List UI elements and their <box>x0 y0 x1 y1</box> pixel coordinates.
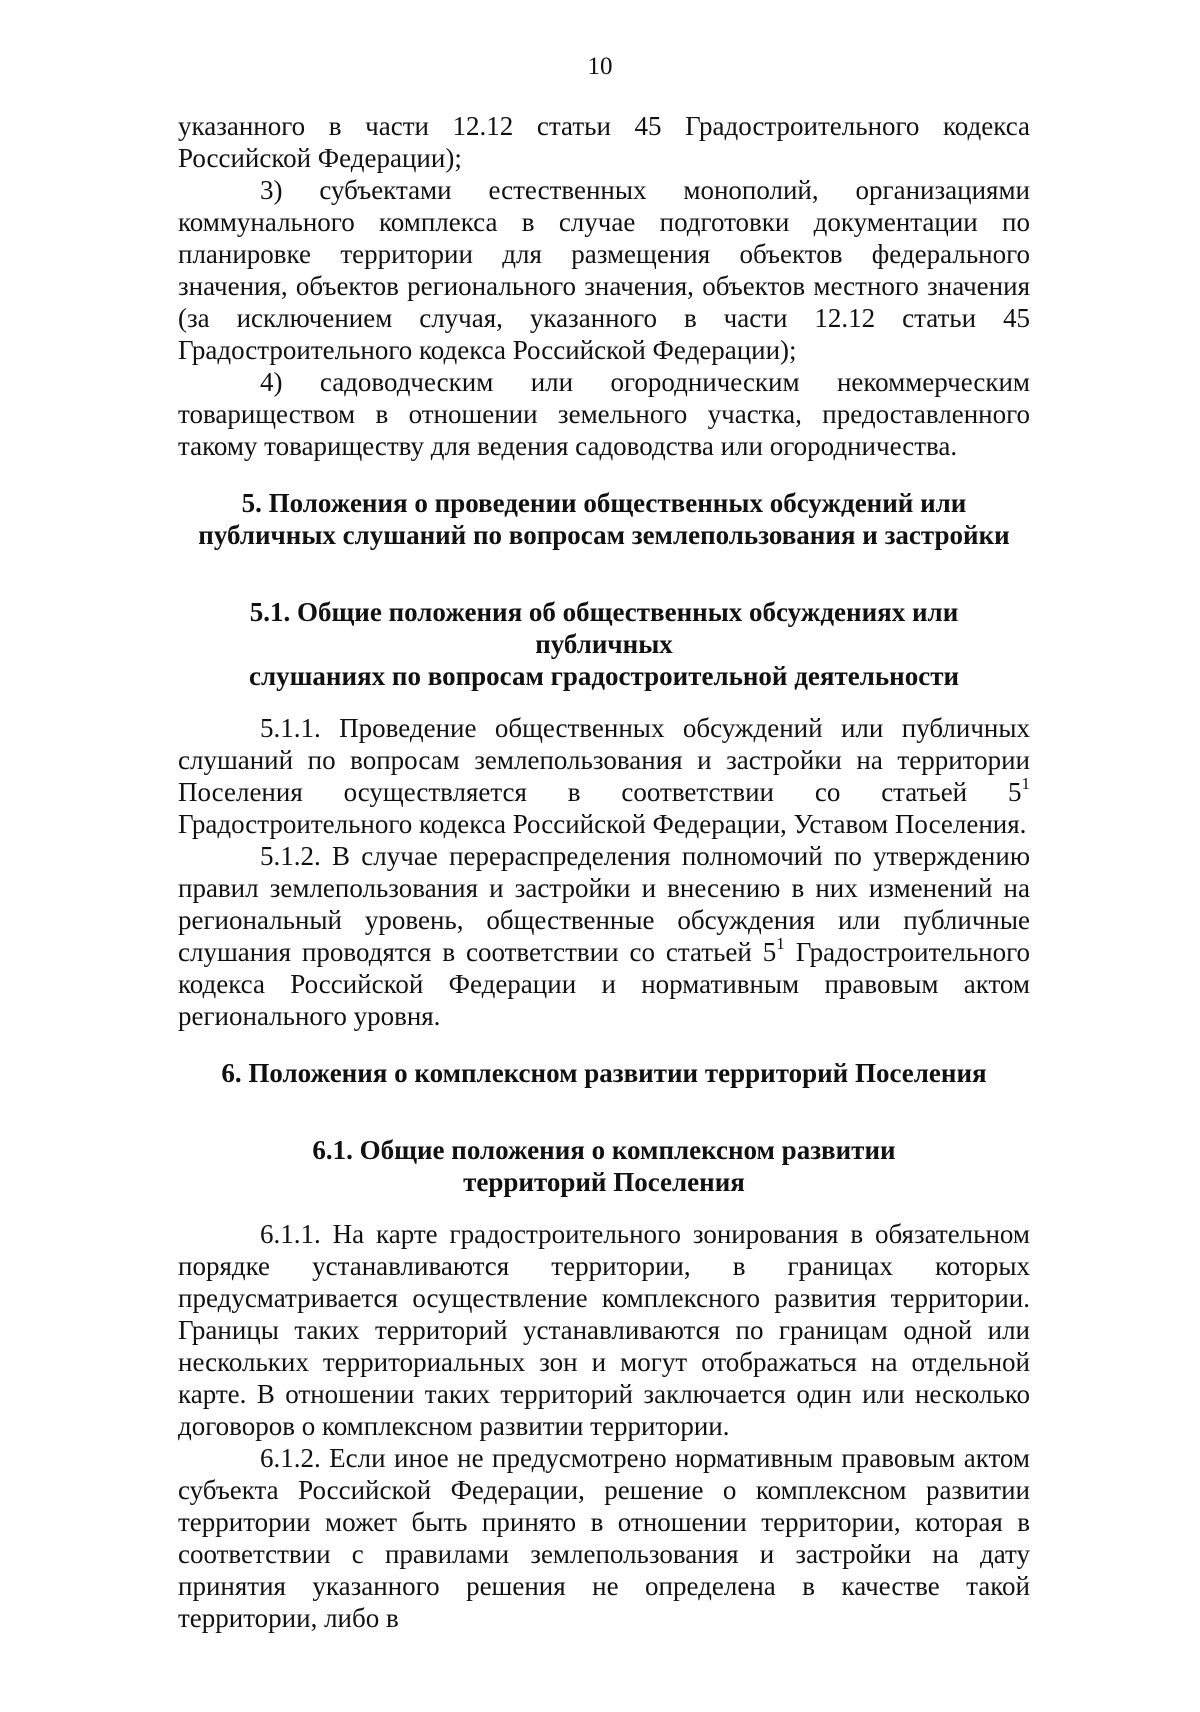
heading-line: 6. Положения о комплексном развитии территорий Поселения <box>221 1058 987 1088</box>
spacer <box>178 1032 1030 1057</box>
paragraph-text: 5.1.2. В случае перераспределения полномочий по утверждению правил землепользования и застройки и внесению в них изменений на региональный уровень, общественные обсуждения или публичные слушания проводятся в соответствии со статьей 5 <box>178 841 1030 967</box>
paragraph-text: 5.1.1. Проведение общественных обсуждений или публичных слушаний по вопросам землепользования и застройки на территории Поселения осуществляется в соответствии со статьей 5 <box>178 713 1030 807</box>
spacer <box>178 462 1030 487</box>
spacer <box>178 1198 1030 1218</box>
paragraph <box>178 110 1030 174</box>
paragraph-text-tail: Градостроительного кодекса Российской Федерации и нормативным правовым актом регионального уровня. <box>178 937 1030 1031</box>
paragraph <box>178 174 1030 366</box>
section-heading <box>178 596 1030 692</box>
paragraph-text-tail: Градостроительного кодекса Российской Федерации, Уставом Поселения. <box>178 809 1027 839</box>
paragraph <box>178 840 1030 1032</box>
heading-line: 5. Положения о проведении общественных обсуждений или <box>241 488 967 518</box>
heading-line: публичных слушаний по вопросам землепользования и застройки <box>198 520 1010 550</box>
spacer <box>178 571 1030 596</box>
heading-line: 5.1. Общие положения об общественных обсуждениях или публичных <box>249 597 959 659</box>
paragraph-text: 6.1.1. На карте градостроительного зонирования в обязательном порядке устанавливаются территории, в границах которых предусматривается осуществление комплексного развития территории. Границы таких территорий устанавливаются по границам одной или нескольких территориальных зон и могут отображаться на отдельной карте. В отношении таких территорий заключается один или несколько договоров о комплексном развитии территории. <box>178 1219 1030 1441</box>
paragraph <box>178 366 1030 462</box>
paragraph-text: 3) субъектами естественных монополий, организациями коммунального комплекса в случае подготовки документации по планировке территории для размещения объектов федерального значения, объектов регионального значения, объектов местного значения (за исключением случая, указанного в части 12.12 статьи 45 Градостроительного кодекса Российской Федерации); <box>178 175 1030 365</box>
superscript: 1 <box>1021 774 1030 793</box>
section-heading <box>178 487 1030 551</box>
superscript: 1 <box>776 934 785 953</box>
page-number: 10 <box>587 53 613 80</box>
spacer <box>178 1089 1030 1109</box>
paragraph-text: указанного в части 12.12 статьи 45 Градостроительного кодекса Российской Федерации); <box>178 111 1030 173</box>
paragraph <box>178 1442 1030 1634</box>
paragraph <box>178 712 1030 840</box>
paragraph <box>178 1218 1030 1442</box>
heading-line: слушаниях по вопросам градостроительной деятельности <box>248 661 960 691</box>
spacer <box>178 1109 1030 1134</box>
section-heading <box>178 1057 1030 1089</box>
document-body <box>178 110 1030 1634</box>
spacer <box>178 692 1030 712</box>
heading-line: 6.1. Общие положения о комплексном развитии <box>312 1135 896 1165</box>
paragraph-text: 4) садоводческим или огородническим некоммерческим товариществом в отношении земельного участка, предоставленного такому товариществу для ведения садоводства или огородничества. <box>178 367 1030 461</box>
heading-line: территорий Поселения <box>463 1167 745 1197</box>
section-heading <box>178 1134 1030 1198</box>
spacer <box>178 551 1030 571</box>
paragraph-text: 6.1.2. Если иное не предусмотрено нормативным правовым актом субъекта Российской Федерации, решение о комплексном развитии территории может быть принято в отношении территории, которая в соответствии с правилами землепользования и застройки на дату принятия указанного решения не определена в качестве такой территории, либо в <box>178 1443 1030 1633</box>
